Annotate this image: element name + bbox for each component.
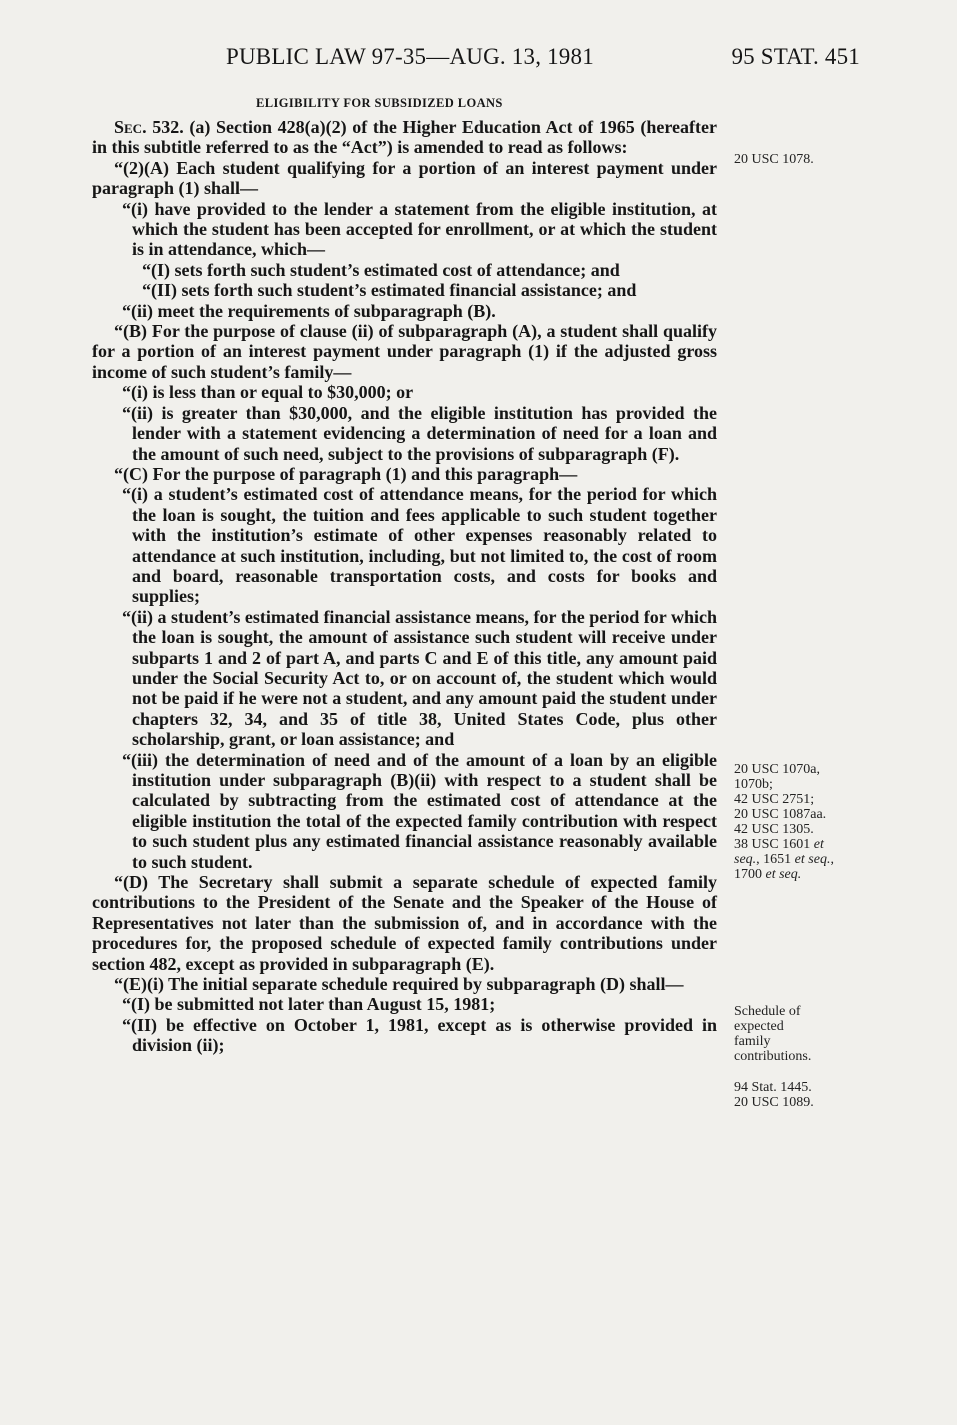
citation-line: 20 USC 1078.	[734, 152, 814, 167]
citation-part: 1700	[734, 867, 766, 882]
paragraph: “(ii) meet the requirements of subparagraph (B).	[122, 300, 496, 321]
note-line: family	[734, 1034, 771, 1049]
section-label: Sec.	[114, 117, 147, 137]
margin-note-citations	[734, 1080, 859, 1110]
section-heading: ELIGIBILITY FOR SUBSIDIZED LOANS	[256, 96, 503, 110]
paragraph: “(B) For the purpose of clause (ii) of subparagraph (A), a student shall qualify for a portion of an interest payment under paragraph (1) if the adjusted gross income of such student’s family—	[92, 321, 717, 382]
citation-part: , 1651	[756, 852, 795, 867]
citation-line: 20 USC 1087aa.	[734, 807, 827, 822]
paragraph: “(i) is less than or equal to $30,000; or	[122, 382, 414, 403]
paragraph: “(I) be submitted not later than August 15, 1981;	[122, 994, 496, 1015]
note-line: expected	[734, 1019, 784, 1034]
citation-line: 20 USC 1089.	[734, 1095, 814, 1110]
citation-line: 42 USC 1305.	[734, 822, 814, 837]
page-number: 95 STAT. 451	[731, 44, 860, 69]
citation-line	[734, 852, 859, 867]
citation-line: 42 USC 2751;	[734, 792, 815, 807]
paragraph: “(i) a student’s estimated cost of attendance means, for the period for which the loan is sought, the tuition and fees applicable to such student together with the institution’s estimate of other expenses reasonably related to attendance at such institution, including, but not limited to, the cost of room and board, reasonable transportation costs, and costs for books and supplies;	[122, 484, 717, 607]
citation-part: et seq.	[765, 867, 802, 882]
paragraph: “(C) For the purpose of paragraph (1) and this paragraph—	[114, 463, 578, 484]
margin-note-citations	[734, 762, 859, 882]
statute-body	[92, 117, 717, 1056]
citation-line: 20 USC 1070a,	[734, 762, 820, 777]
citation-part: et	[813, 837, 824, 852]
paragraph: “(D) The Secretary shall submit a separate schedule of expected family contributions to the President of the Senate and the Speaker of the House of Representatives not later than the submission of, and in accordance with the procedures for, the proposed schedule of expected family contributions under section 482, except as provided in subparagraph (E).	[92, 872, 717, 974]
margin-note-citation	[734, 152, 859, 167]
paragraph: “(I) sets forth such student’s estimated cost of attendance; and	[142, 259, 620, 280]
paragraph: “(ii) a student’s estimated financial assistance means, for the period for which the loan is sought, the amount of assistance such student will receive under subparts 1 and 2 of part A, and parts C and E of this title, any amount paid under the Social Security Act to, or on account of, the student which would not be paid if he were not a student, and any amount paid the student under chapters 32, 34, and 35 of title 38, United States Code, plus other scholarship, grant, or loan assistance; and	[122, 606, 717, 750]
citation-part: 38 USC 1601	[734, 837, 814, 852]
citation-part: ,	[830, 852, 834, 867]
citation-line: 94 Stat. 1445.	[734, 1080, 812, 1095]
paragraph: “(2)(A) Each student qualifying for a portion of an interest payment under paragraph (1) shall—	[92, 157, 717, 199]
running-header-title: PUBLIC LAW 97-35—AUG. 13, 1981	[226, 44, 594, 69]
note-line: Schedule of	[734, 1004, 801, 1019]
paragraph: “(ii) is greater than $30,000, and the eligible institution has provided the lender with a statement evidencing a determination of need for a loan and the amount of such need, subject to the provisions of subparagraph (F).	[122, 402, 717, 464]
paragraph: “(II) be effective on October 1, 1981, except as is otherwise provided in division (ii);	[122, 1014, 717, 1056]
paragraph: “(i) have provided to the lender a statement from the eligible institution, at which the student has been accepted for enrollment, or at which the student is in attendance, which—	[122, 198, 717, 260]
paragraph: “(E)(i) The initial separate schedule required by subparagraph (D) shall—	[114, 974, 684, 995]
paragraph: “(iii) the determination of need and of the amount of a loan by an eligible institution under subparagraph (B)(ii) with respect to a student shall be calculated by subtracting from the estimated cost of attendance at the eligible institution the total of the expected family contribution with respect to such student plus any estimated financial assistance reasonably available to such student.	[122, 749, 717, 872]
paragraph-text: 532. (a) Section 428(a)(2) of the Higher Education Act of 1965 (hereafter in this subtitle referred to as the “Act”) is amended to read as follows:	[92, 117, 717, 158]
citation-line: 1070b;	[734, 777, 773, 792]
note-line: contributions.	[734, 1049, 812, 1064]
paragraph: “(II) sets forth such student’s estimated financial assistance; and	[142, 280, 637, 301]
citation-part: seq.	[734, 852, 757, 867]
citation-line	[734, 867, 859, 882]
citation-part: et seq.	[794, 852, 831, 867]
paragraph	[92, 117, 717, 158]
citation-line	[734, 837, 859, 852]
margin-note-schedule	[734, 1004, 859, 1064]
